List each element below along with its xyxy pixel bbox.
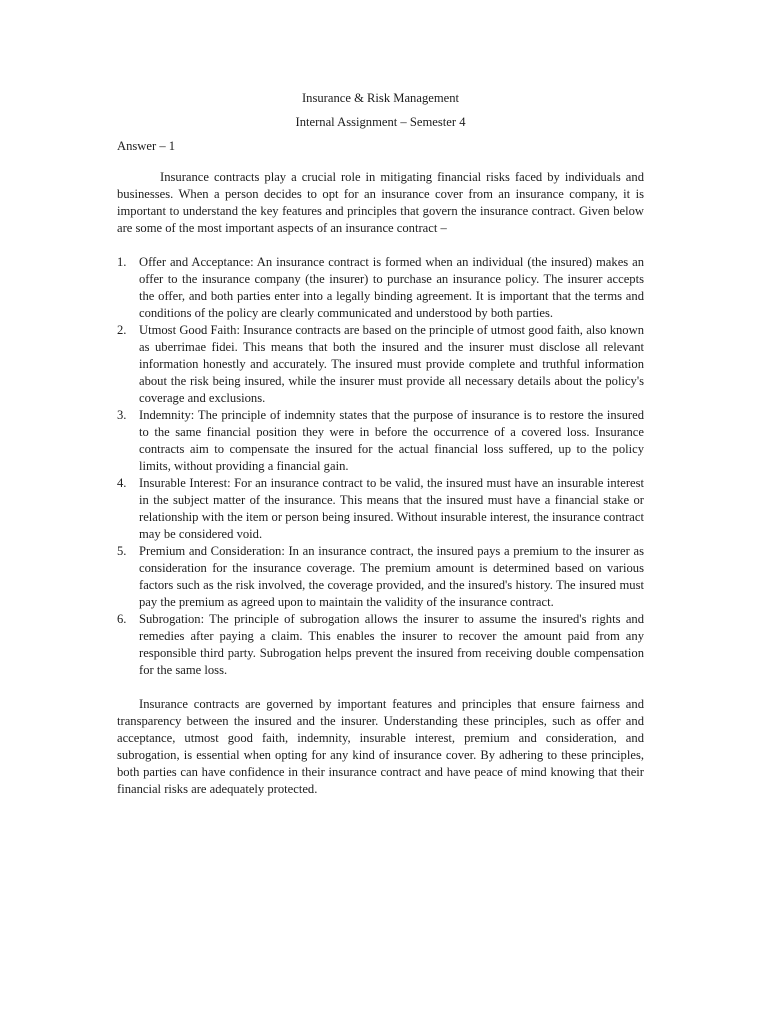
list-item-text: Subrogation: The principle of subrogation allows the insurer to assume the insured's rights and remedies after paying a claim. This enables the insurer to recover the amount paid from any responsible third party. Subrogation helps prevent the insured from receiving double compensation for the same loss. [139,612,644,677]
list-item [117,254,644,322]
list-item-number: 6. [117,612,127,626]
list-item-text: Offer and Acceptance: An insurance contract is formed when an individual (the insured) makes an offer to the insurance company (the insurer) to purchase an insurance policy. The insurer accepts the offer, and both parties enter into a legally binding agreement. It is important that the terms and conditions of the policy are clearly communicated and understood by both parties. [139,255,644,320]
list-item [117,475,644,543]
list-item-number: 3. [117,408,127,422]
conclusion-paragraph: Insurance contracts are governed by important features and principles that ensure fairness and transparency between the insured and the insurer. Understanding these principles, such as offer and acceptance, utmost good faith, indemnity, insurable interest, premium and consideration, and subrogation, is essential when opting for any kind of insurance cover. By adhering to these principles, both parties can have confidence in their insurance contract and have peace of mind knowing that their financial risks are adequately protected. [117,697,644,796]
intro-paragraph: Insurance contracts play a crucial role in mitigating financial risks faced by individuals and businesses. When a person decides to opt for an insurance cover from an insurance company, it is important to understand the key features and principles that govern the insurance contract. Given below are some of the most important aspects of an insurance contract – [117,170,644,235]
document-subtitle: Internal Assignment – Semester 4 [295,115,466,129]
answer-label: Answer – 1 [117,139,176,153]
list-item-number: 5. [117,544,127,558]
list-item-number: 4. [117,476,127,490]
principles-list [117,254,644,679]
list-item [117,407,644,475]
list-item [117,611,644,679]
list-item-number: 2. [117,323,127,337]
document-title: Insurance & Risk Management [301,91,460,105]
list-item [117,543,644,611]
list-item-text: Utmost Good Faith: Insurance contracts are based on the principle of utmost good faith, also known as uberrimae fidei. This means that both the insured and the insurer must disclose all relevant information honestly and accurately. The insured must provide complete and truthful information about the risk being insured, while the insurer must provide all necessary details about the policy's coverage and exclusions. [139,323,644,405]
document-page [117,90,644,798]
list-item-text: Insurable Interest: For an insurance contract to be valid, the insured must have an insurable interest in the subject matter of the insurance. This means that the insured must have a financial stake or relationship with the item or person being insured. Without insurable interest, the insurance contract may be considered void. [139,476,644,541]
list-item-text: Indemnity: The principle of indemnity states that the purpose of insurance is to restore the insured to the same financial position they were in before the occurrence of a covered loss. Insurance contracts aim to compensate the insured for the actual financial loss suffered, up to the policy limits, without providing a financial gain. [139,408,644,473]
list-item-number: 1. [117,255,127,269]
list-item-text: Premium and Consideration: In an insurance contract, the insured pays a premium to the insurer as consideration for the insurance coverage. The premium amount is determined based on various factors such as the risk involved, the coverage provided, and the insured's history. The insured must pay the premium as agreed upon to maintain the validity of the insurance contract. [139,544,644,609]
list-item [117,322,644,407]
